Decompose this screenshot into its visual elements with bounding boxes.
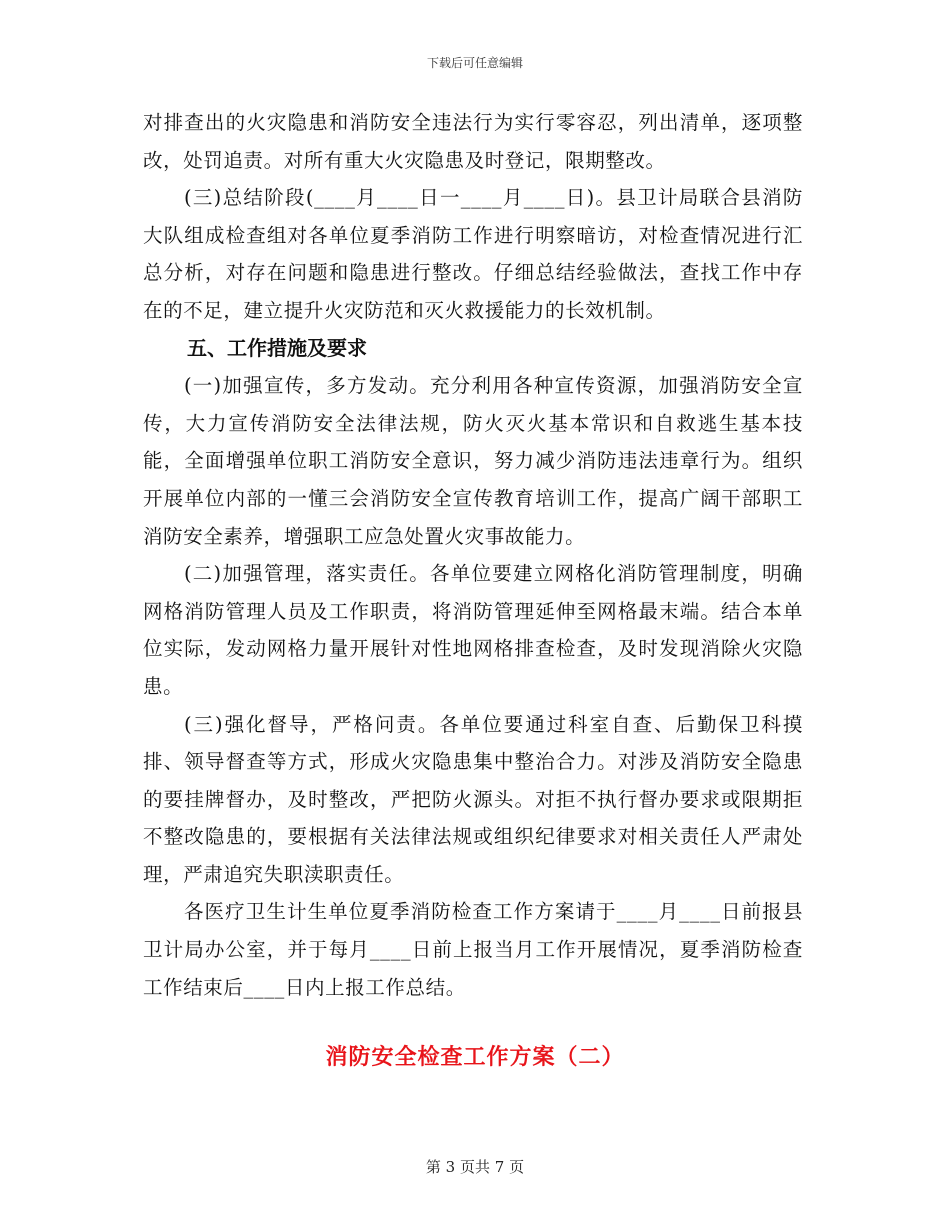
paragraph-management: (二)加强管理，落实责任。各单位要建立网格化消防管理制度，明确网格消防管理人员及工作职责，将消防管理延伸至网格最末端。结合本单位实际，发动网格力量开展针对性地网格排查检查，及时发现消除火灾隐患。 — [143, 562, 803, 698]
paragraph-continued: 对排查出的火灾隐患和消防安全违法行为实行零容忍，列出清单，逐项整改，处罚追责。对所有重大火灾隐患及时登记，限期整改。 — [143, 111, 803, 172]
next-document-title: 消防安全检查工作方案（二） — [325, 1045, 625, 1070]
page-footer: 第 3 页共 7 页 — [425, 1158, 525, 1176]
paragraph-summary-stage: (三)总结阶段(____月____日一____月____日)。县卫计局联合县消防大队组成检查组对各单位夏季消防工作进行明察暗访，对检查情况进行汇总分析，对存在问题和隐患进行整改。仔细总结经验做法，查找工作中存在的不足，建立提升火灾防范和灭火救援能力的长效机制。 — [143, 186, 803, 322]
section-heading-measures: 五、工作措施及要求 — [187, 335, 367, 360]
paragraph-submission: 各医疗卫生计生单位夏季消防检查工作方案请于____月____日前报县卫计局办公室，并于每月____日前上报当月工作开展情况，夏季消防检查工作结束后____日内上报工作总结。 — [143, 900, 803, 999]
paragraph-supervision: (三)强化督导，严格问责。各单位要通过科室自查、后勤保卫科摸排、领导督查等方式，形成火灾隐患集中整治合力。对涉及消防安全隐患的要挂牌督办，及时整改，严把防火源头。对拒不执行督办要求或限期拒不整改隐患的，要根据有关法律法规或组织纪律要求对相关责任人严肃处理，严肃追究失职渎职责任。 — [143, 712, 803, 886]
page-header: 下载后可任意编辑 — [426, 56, 523, 70]
document-body — [143, 104, 803, 1006]
paragraph-publicity: (一)加强宣传，多方发动。充分利用各种宣传资源，加强消防安全宣传，大力宣传消防安全法律法规，防火灭火基本常识和自救逃生基本技能，全面增强单位职工消防安全意识，努力减少消防违法违章行为。组织开展单位内部的一懂三会消防安全宣传教育培训工作，提高广阔干部职工消防安全素养，增强职工应急处置火灾事故能力。 — [143, 374, 803, 548]
